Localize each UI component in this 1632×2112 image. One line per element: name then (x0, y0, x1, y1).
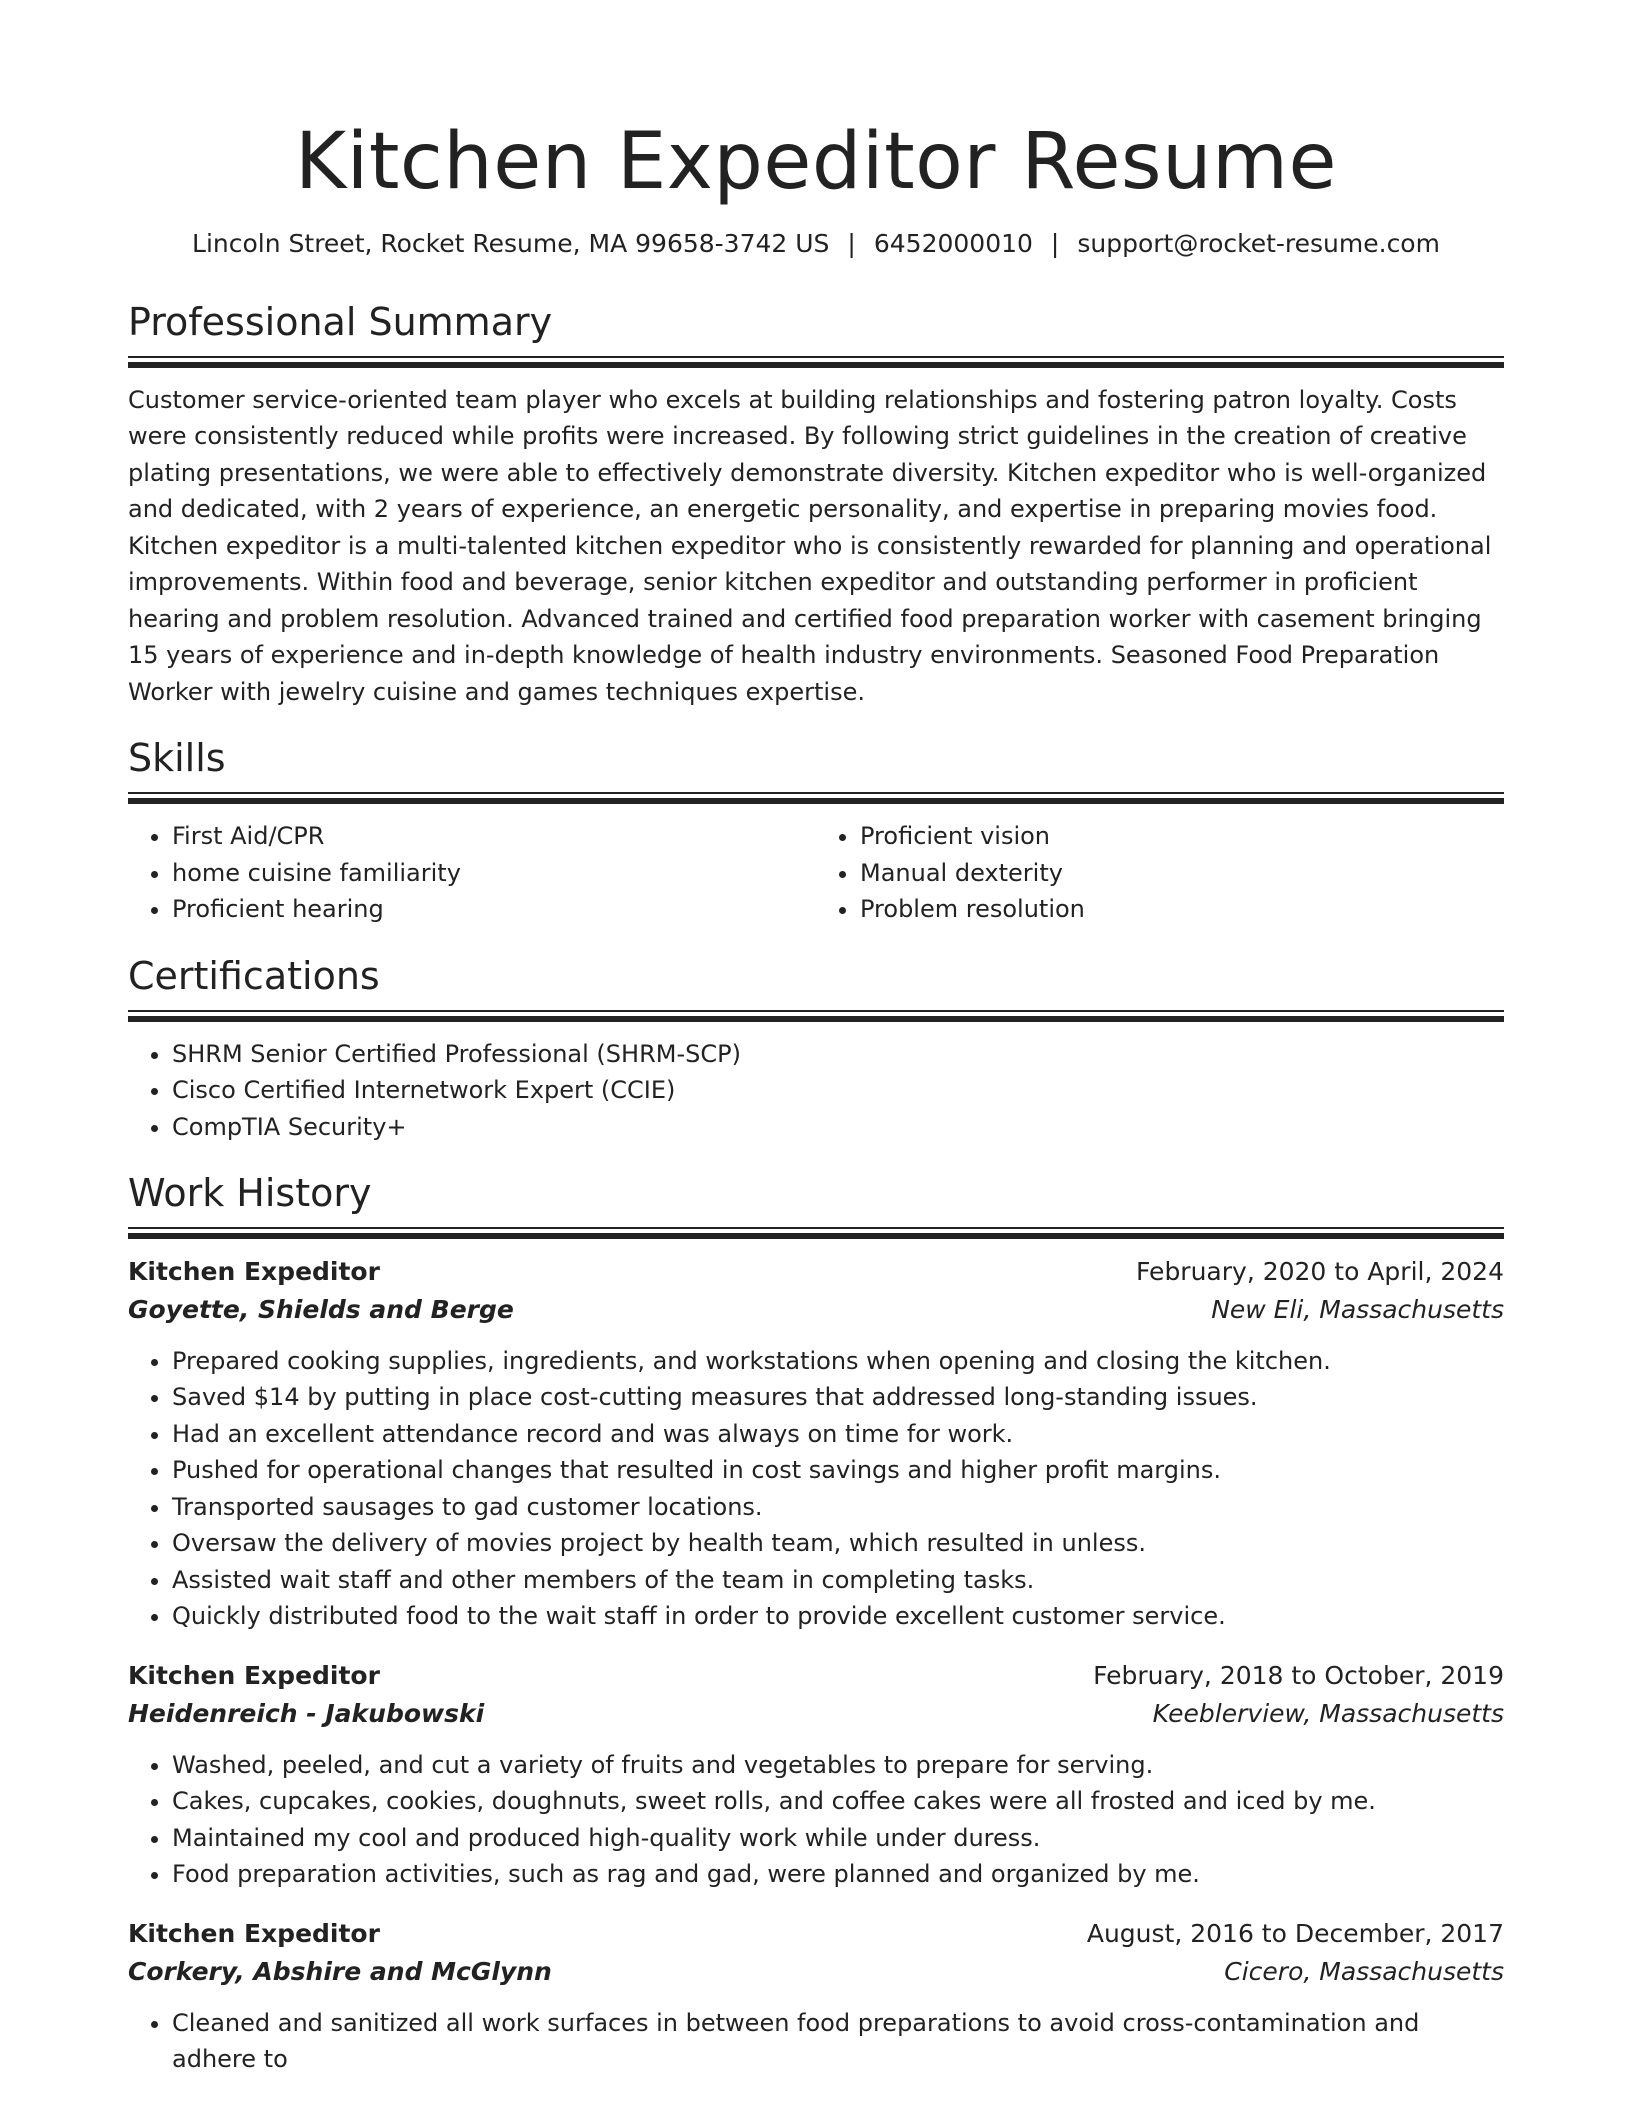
job-duties-list (128, 2005, 1504, 2078)
job-header-row (128, 1657, 1504, 1695)
skill-item: • Problem resolution (860, 891, 1504, 928)
job-company: Heidenreich - Jakubowski (128, 1698, 485, 1728)
skills-columns (128, 818, 1504, 928)
job-location: New Eli, Massachusetts (1211, 1294, 1504, 1324)
skill-item: • home cuisine familiarity (172, 855, 816, 892)
job-title: Kitchen Expeditor (128, 1660, 380, 1690)
job-duty-item: • Pushed for operational changes that resulted in cost savings and higher profit margins. (172, 1452, 1504, 1489)
job-duties-list (128, 1343, 1504, 1635)
job-duty-item: • Oversaw the delivery of movies project by health team, which resulted in unless. (172, 1525, 1504, 1562)
skill-item: • Proficient hearing (172, 891, 816, 928)
section-heading: Certifications (128, 953, 380, 998)
job-duty-item: • Cakes, cupcakes, cookies, doughnuts, sweet rolls, and coffee cakes were all frosted and iced by me. (172, 1783, 1504, 1820)
summary-section (128, 302, 1504, 710)
job-title: Kitchen Expeditor (128, 1256, 380, 1286)
job-duty-item: • Washed, peeled, and cut a variety of fruits and vegetables to prepare for serving. (172, 1747, 1504, 1784)
skills-section (128, 738, 1504, 927)
job-location: Cicero, Massachusetts (1224, 1956, 1504, 1986)
skills-list-right (816, 818, 1504, 928)
skill-item: • Proficient vision (860, 818, 1504, 855)
job-entry (128, 1915, 1504, 2078)
section-divider (128, 792, 1504, 804)
job-dates: August, 2016 to December, 2017 (1086, 1918, 1504, 1948)
job-duty-item: • Had an excellent attendance record and was always on time for work. (172, 1416, 1504, 1453)
job-duty-item: • Transported sausages to gad customer locations. (172, 1489, 1504, 1526)
skill-item: • Manual dexterity (860, 855, 1504, 892)
certification-item: • CompTIA Security+ (172, 1109, 1504, 1146)
job-header-row (128, 1915, 1504, 1953)
job-header-row (128, 1253, 1504, 1291)
section-heading: Professional Summary (128, 300, 553, 345)
skill-item: • First Aid/CPR (172, 818, 816, 855)
job-title: Kitchen Expeditor (128, 1918, 380, 1948)
section-divider (128, 356, 1504, 368)
job-duty-item: • Quickly distributed food to the wait staff in order to provide excellent customer service. (172, 1598, 1504, 1635)
job-location: Keeblerview, Massachusetts (1152, 1698, 1504, 1728)
job-duty-item: • Prepared cooking supplies, ingredients, and workstations when opening and closing the kitchen. (172, 1343, 1504, 1380)
section-heading: Work History (128, 1171, 372, 1216)
contact-email: support@rocket-resume.com (1077, 228, 1440, 258)
skills-list-left (128, 818, 816, 928)
contact-line (128, 228, 1504, 261)
job-duty-item: • Maintained my cool and produced high-quality work while under duress. (172, 1820, 1504, 1857)
contact-separator: | (1050, 228, 1060, 258)
contact-phone: 6452000010 (873, 228, 1033, 258)
certifications-section (128, 953, 1504, 1145)
certification-item: • SHRM Senior Certified Professional (SHRM-SCP) (172, 1036, 1504, 1073)
job-company-row (128, 1291, 1504, 1329)
job-entry (128, 1253, 1504, 1635)
job-company: Goyette, Shields and Berge (128, 1294, 514, 1324)
summary-paragraph: Customer service-oriented team player who excels at building relationships and fostering patron loyalty. Costs were consistently reduced while profits were increased. By following strict guidelines in the creation of creative plating presentations, we were able to effectively demonstrate diversity. Kitchen expeditor who is well-organized and dedicated, with 2 years of experience, an energetic personality, and expertise in preparing movies food. Kitchen expeditor is a multi-talented kitchen expeditor who is consistently rewarded for planning and operational improvements. Within food and beverage, senior kitchen expeditor and outstanding performer in proficient hearing and problem resolution. Advanced trained and certified food preparation worker with casement bringing 15 years of experience and in-depth knowledge of health industry environments. Seasoned Food Preparation Worker with jewelry cuisine and games techniques expertise. (128, 385, 1492, 706)
job-company-row (128, 1953, 1504, 1991)
section-heading: Skills (128, 736, 226, 781)
job-duty-item: • Assisted wait staff and other members of the team in completing tasks. (172, 1562, 1504, 1599)
section-divider (128, 1010, 1504, 1022)
job-dates: February, 2018 to October, 2019 (1093, 1660, 1504, 1690)
section-divider (128, 1227, 1504, 1239)
job-company-row (128, 1695, 1504, 1733)
job-duty-item: • Cleaned and sanitized all work surfaces in between food preparations to avoid cross-contamination and adhere to (172, 2005, 1504, 2078)
job-duty-item: • Saved $14 by putting in place cost-cutting measures that addressed long-standing issues. (172, 1379, 1504, 1416)
job-entry (128, 1657, 1504, 1893)
resume-title: Kitchen Expeditor Resume (295, 117, 1337, 207)
job-company: Corkery, Abshire and McGlynn (128, 1956, 552, 1986)
job-duty-item: • Food preparation activities, such as rag and gad, were planned and organized by me. (172, 1856, 1504, 1893)
certification-item: • Cisco Certified Internetwork Expert (CCIE) (172, 1072, 1504, 1109)
certifications-list (128, 1036, 1504, 1146)
contact-address: Lincoln Street, Rocket Resume, MA 99658-3742 US (192, 228, 830, 258)
contact-separator: | (847, 228, 856, 258)
job-duties-list (128, 1747, 1504, 1893)
work-history-section (128, 1173, 1504, 2078)
job-dates: February, 2020 to April, 2024 (1136, 1256, 1504, 1286)
